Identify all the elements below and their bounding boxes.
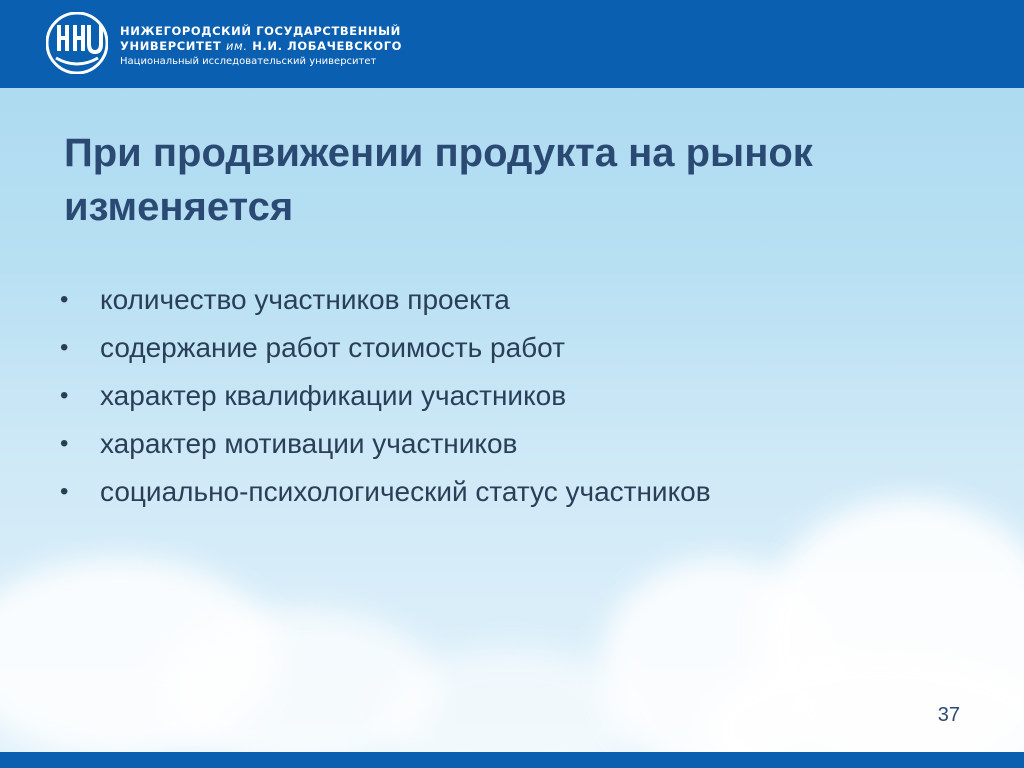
org-name-line2-b: Н.И. ЛОБАЧЕВСКОГО <box>247 39 403 53</box>
org-name-line2 <box>120 39 402 54</box>
bullet-item <box>60 372 711 420</box>
footer-bar <box>0 752 1024 768</box>
university-logo <box>46 12 108 74</box>
bullet-item <box>60 324 711 372</box>
bullet-icon: • <box>60 382 69 409</box>
slide-title-line1: При продвижении продукта на рынок <box>64 131 813 175</box>
org-name-line2-a: УНИВЕРСИТЕТ <box>120 39 226 53</box>
bullet-item <box>60 420 711 468</box>
bullet-item <box>60 276 711 324</box>
bullet-list <box>60 276 711 516</box>
header-bar <box>0 0 1024 88</box>
bullet-item <box>60 468 711 516</box>
bullet-text: характер мотивации участников <box>100 428 518 459</box>
bullet-icon: • <box>60 430 69 457</box>
bullet-icon: • <box>60 478 69 505</box>
org-subtitle: Национальный исследовательский университет <box>120 56 377 67</box>
org-name-line1: НИЖЕГОРОДСКИЙ ГОСУДАРСТВЕННЫЙ <box>120 24 401 38</box>
org-name-line2-im: им. <box>225 39 248 53</box>
page-number: 37 <box>937 704 960 726</box>
org-name <box>120 24 402 69</box>
bullet-text: характер квалификации участников <box>100 380 567 411</box>
slide-title <box>64 126 964 234</box>
bullet-text: социально-психологический статус участников <box>100 476 711 507</box>
slide-title-line2: изменяется <box>64 185 294 229</box>
bullet-icon: • <box>60 334 69 361</box>
bullet-text: содержание работ стоимость работ <box>100 332 565 363</box>
bullet-icon: • <box>60 286 69 313</box>
bullet-text: количество участников проекта <box>100 284 510 315</box>
